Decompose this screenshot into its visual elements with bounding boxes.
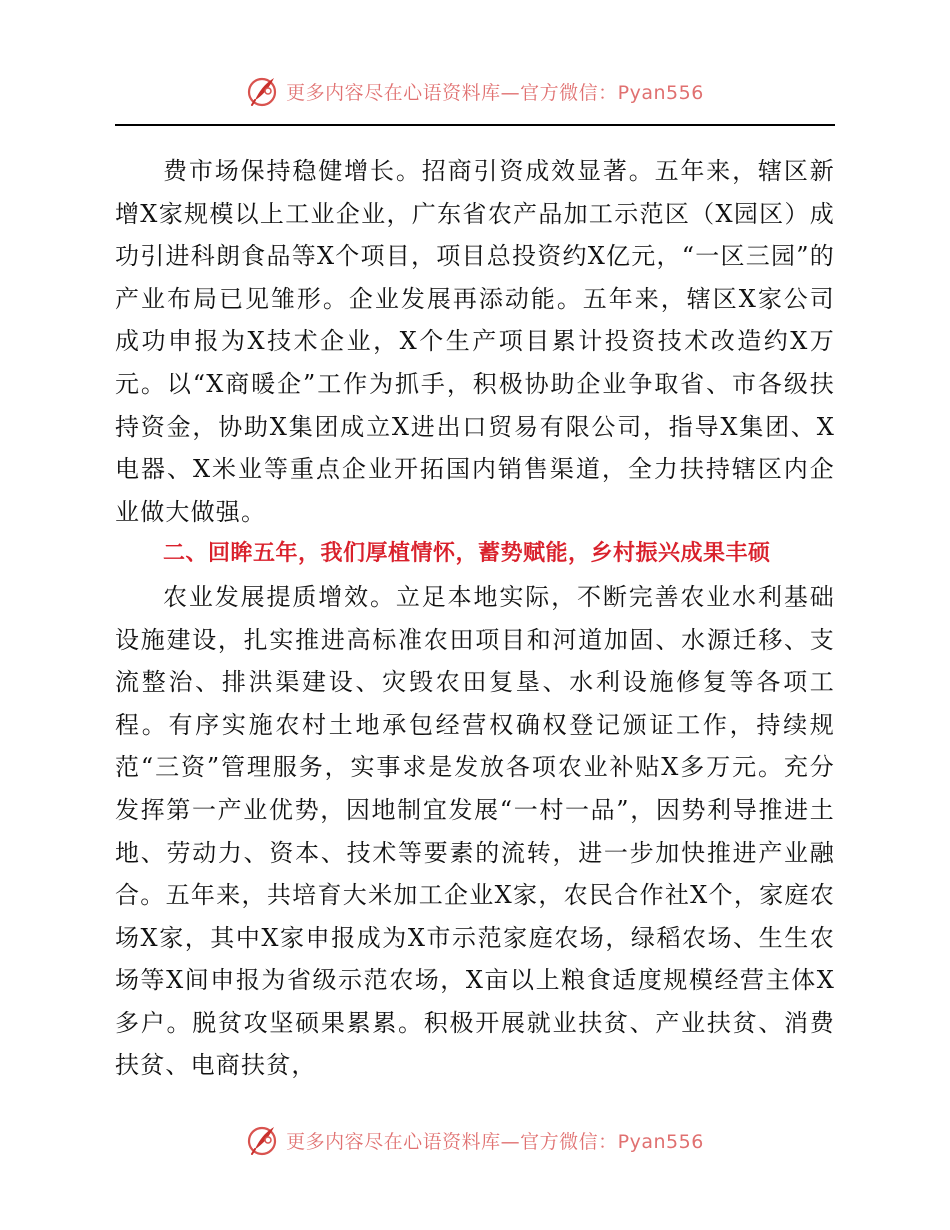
header-divider xyxy=(115,124,835,126)
footer-banner xyxy=(0,1115,950,1165)
header-banner-text: 更多内容尽在心语资料库—官方微信：Pyan556 xyxy=(286,81,704,104)
body-paragraph-1: 费市场保持稳健增长。招商引资成效显著。五年来，辖区新增X家规模以上工业企业，广东省农产品加工示范区（X园区）成功引进科朗食品等X个项目，项目总投资约X亿元，“一区三园”的产业布局已见雏形。企业发展再添动能。五年来，辖区X家公司成功申报为X技术企业，X个生产项目累计投资技术改造约X万元。以“X商暖企”工作为抓手，积极协助企业争取省、市各级扶持资金，协助X集团成立X进出口贸易有限公司，指导X集团、X电器、X米业等重点企业开拓国内销售渠道，全力扶持辖区内企业做大做强。 xyxy=(115,157,835,526)
footer-banner-text: 更多内容尽在心语资料库—官方微信：Pyan556 xyxy=(286,1130,704,1153)
feather-quill-logo-icon xyxy=(246,74,280,108)
body-paragraph-2: 农业发展提质增效。立足本地实际，不断完善农业水利基础设施建设，扎实推进高标准农田项目和河道加固、水源迁移、支流整治、排洪渠建设、灾毁农田复垦、水利设施修复等各项工程。有序实施农村土地承包经营权确权登记颁证工作，持续规范“三资”管理服务，实事求是发放各项农业补贴X多万元。充分发挥第一产业优势，因地制宜发展“一村一品”，因势利导推进土地、劳动力、资本、技术等要素的流转，进一步加快推进产业融合。五年来，共培育大米加工企业X家，农民合作社X个，家庭农场X家，其中X家申报成为X市示范家庭农场，绿稻农场、生生农场等X间申报为省级示范农场，X亩以上粮食适度规模经营主体X多户。脱贫攻坚硕果累累。积极开展就业扶贫、产业扶贫、消费扶贫、电商扶贫， xyxy=(115,582,835,1080)
section-heading-2: 二、回眸五年，我们厚植情怀，蓄势赋能，乡村振兴成果丰硕 xyxy=(163,541,771,567)
document-body xyxy=(115,150,835,1087)
header-banner xyxy=(0,66,950,116)
feather-quill-logo-icon xyxy=(246,1123,280,1157)
